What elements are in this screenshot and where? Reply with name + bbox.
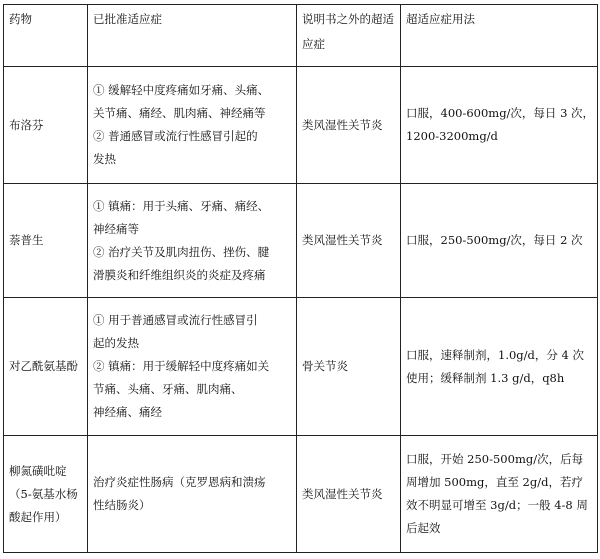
- offlabel-indication: 类风湿性关节炎: [297, 436, 401, 553]
- approved-indications: ① 镇痛：用于头痛、牙痛、痛经、 神经痛等 ② 治疗关节及肌肉扭伤、挫伤、腱 滑膜炎和纤维组织炎的炎症及疼痛: [88, 184, 297, 298]
- approved-indications: ① 缓解轻中度疼痛如牙痛、头痛、 关节痛、痛经、肌肉痛、神经痛等 ② 普通感冒或流行性感冒引起的 发热: [88, 67, 297, 184]
- drug-indication-table: [3, 4, 598, 553]
- table-row: [4, 298, 598, 436]
- drug-name: 布洛芬: [4, 67, 88, 184]
- drug-name: 对乙酰氨基酚: [4, 298, 88, 436]
- approved-indications: ① 用于普通感冒或流行性感冒引 起的发热 ② 镇痛：用于缓解轻中度疼痛如关 节痛、头痛、牙痛、肌肉痛、 神经痛、痛经: [88, 298, 297, 436]
- table-row: [4, 184, 598, 298]
- table-row: [4, 67, 598, 184]
- table-row: [4, 436, 598, 553]
- drug-name: 萘普生: [4, 184, 88, 298]
- approved-indications: 治疗炎症性肠病（克罗恩病和溃疡 性结肠炎）: [88, 436, 297, 553]
- offlabel-usage: 口服，250-500mg/次，每日 2 次: [401, 184, 598, 298]
- header-drug: 药物: [4, 5, 88, 67]
- offlabel-indication: 类风湿性关节炎: [297, 184, 401, 298]
- offlabel-indication: 类风湿性关节炎: [297, 67, 401, 184]
- header-offlabel-indications: 说明书之外的超适应症: [297, 5, 401, 67]
- offlabel-indication: 骨关节炎: [297, 298, 401, 436]
- drug-name: 柳氮磺吡啶（5-氨基水杨酸起作用）: [4, 436, 88, 553]
- table-header-row: [4, 5, 598, 67]
- offlabel-usage: 口服，400-600mg/次，每日 3 次， 1200-3200mg/d: [401, 67, 598, 184]
- header-approved-indications: 已批准适应症: [88, 5, 297, 67]
- header-offlabel-usage: 超适应症用法: [401, 5, 598, 67]
- offlabel-usage: 口服，速释制剂，1.0g/d，分 4 次 使用；缓释制剂 1.3 g/d，q8h: [401, 298, 598, 436]
- offlabel-usage: 口服，开始 250-500mg/次，后每 周增加 500mg，直至 2g/d，若疗 效不明显可增至 3g/d；一般 4-8 周 后起效: [401, 436, 598, 553]
